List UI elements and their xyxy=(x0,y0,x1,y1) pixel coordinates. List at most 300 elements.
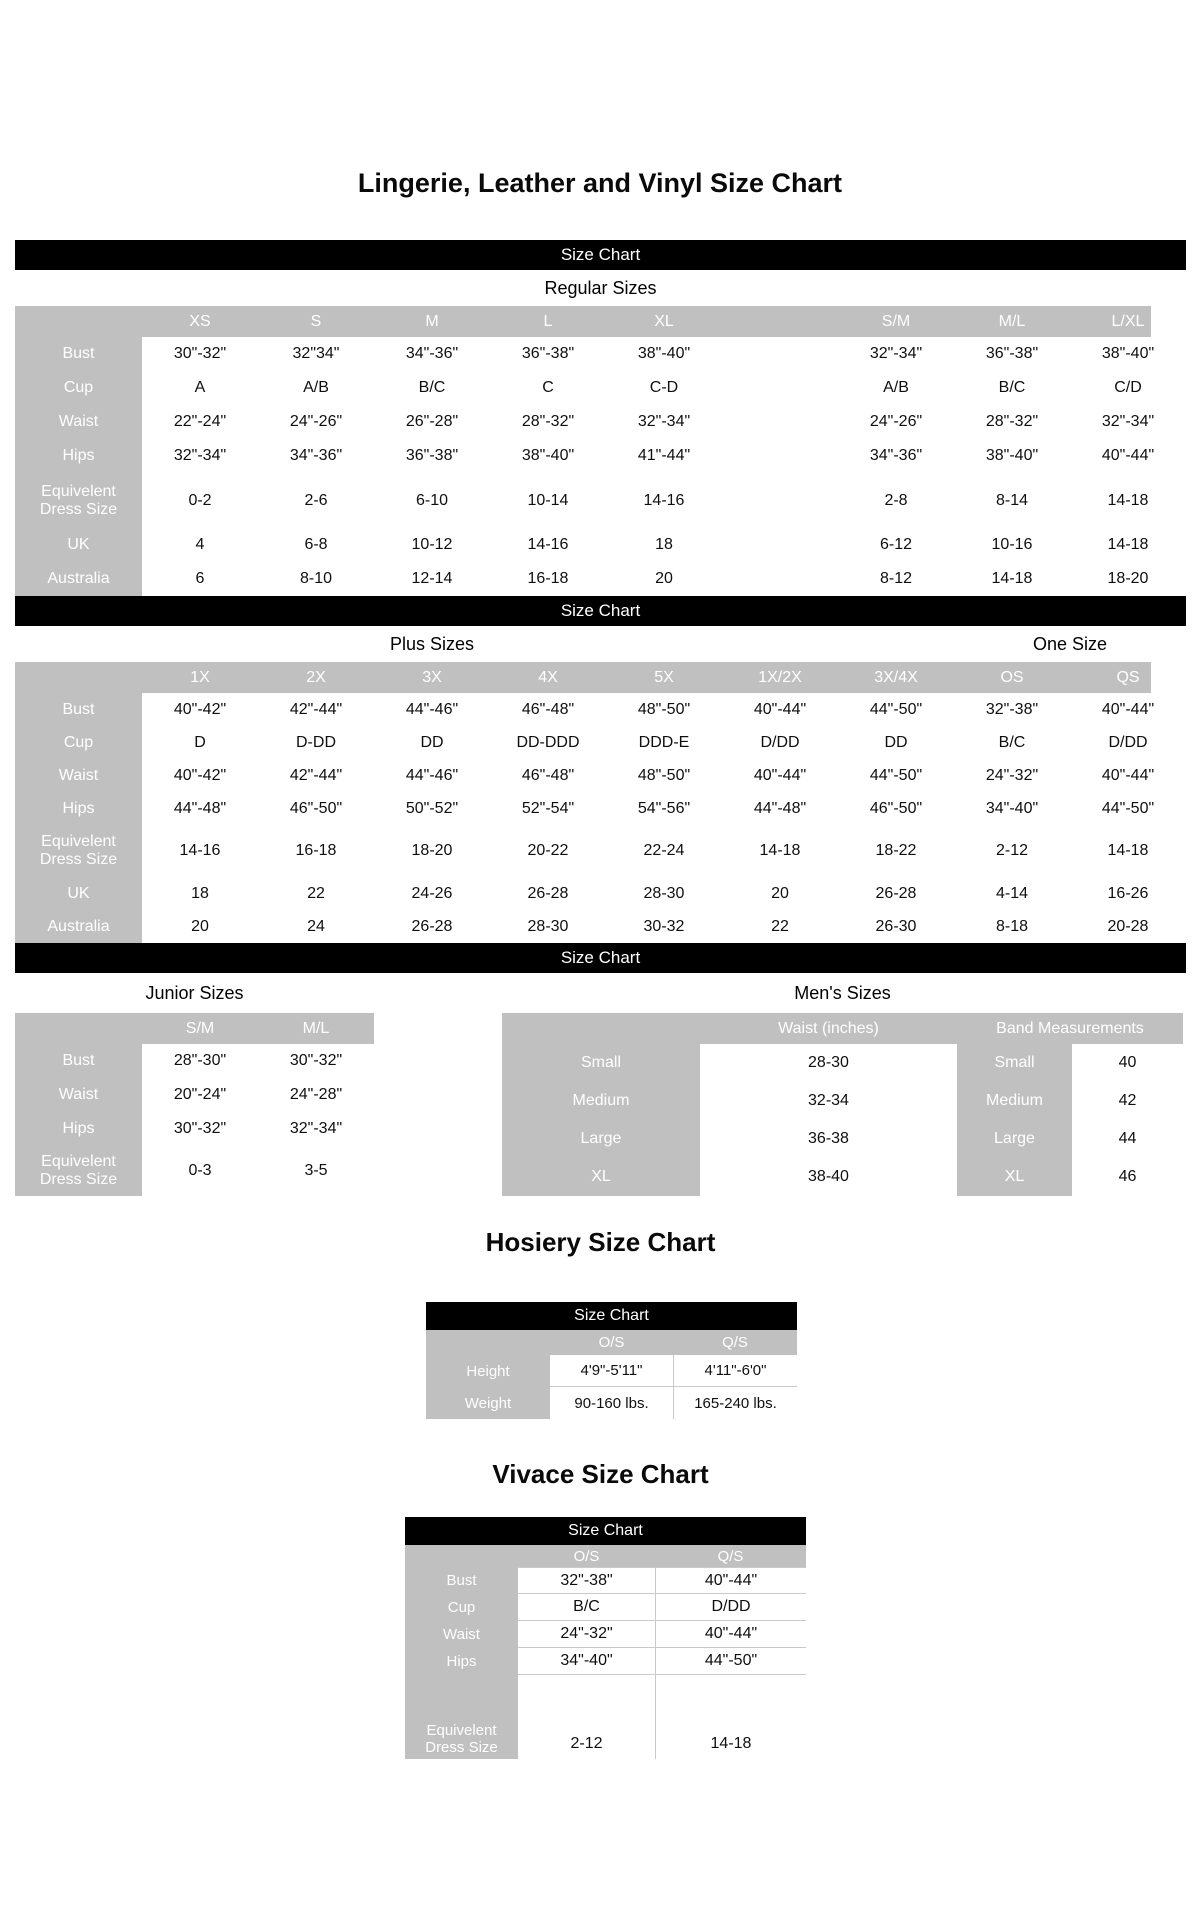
row-label-line: Hips xyxy=(62,1120,95,1137)
table-cell: 44"-46" xyxy=(405,700,459,718)
table-cell: 30"-32" xyxy=(173,345,227,362)
table-cell: 2-12 xyxy=(570,1735,603,1752)
table-cell: 38"-40" xyxy=(1101,345,1155,362)
table-cell: 24-26 xyxy=(411,884,453,902)
table-cell: 32"-34" xyxy=(869,345,923,362)
table-cell xyxy=(722,562,838,596)
table-row xyxy=(502,1082,1183,1120)
table-cell: 24"-32" xyxy=(518,1621,655,1648)
column-header: L/XL xyxy=(1111,312,1145,330)
row-label xyxy=(426,1355,550,1387)
table-cell: 50"-52" xyxy=(405,799,459,817)
table-cell: 20"-24" xyxy=(173,1086,227,1103)
row-label-line: Waist xyxy=(443,1626,480,1643)
size-chart-bar xyxy=(15,240,1186,270)
table-cell: 32"-38" xyxy=(985,700,1039,718)
table-row xyxy=(15,371,1186,405)
page-title: Lingerie, Leather and Vinyl Size Chart xyxy=(357,168,843,198)
row-label-line: Waist xyxy=(58,766,99,784)
table-cell: C-D xyxy=(649,379,679,396)
section-label-mens-sizes: Men's Sizes xyxy=(794,982,891,1003)
table-cell: 48"-50" xyxy=(637,766,691,784)
row-label-line: Waist xyxy=(58,413,99,430)
table-row xyxy=(405,1621,806,1648)
row-label-line: Cup xyxy=(63,379,94,396)
table-cell: B/C xyxy=(518,1594,655,1621)
table-header-row xyxy=(15,1013,374,1044)
row-label-line: UK xyxy=(67,884,90,902)
table-cell: 40"-42" xyxy=(173,766,227,784)
table-cell: DD-DDD xyxy=(516,733,580,751)
table-row xyxy=(405,1594,806,1621)
table-header-row xyxy=(15,662,1186,693)
table-cell: D/DD xyxy=(760,733,800,751)
table-row xyxy=(502,1044,1183,1082)
table-cell: 10-16 xyxy=(991,536,1033,553)
row-label xyxy=(15,825,142,877)
table-cell: 42 xyxy=(1118,1092,1137,1109)
column-header: Q/S xyxy=(717,1547,744,1565)
table-cell: 14-18 xyxy=(1107,842,1149,859)
table-cell: 18-22 xyxy=(875,842,917,859)
column-header: OS xyxy=(1000,668,1024,686)
column-header: QS xyxy=(1116,668,1140,686)
column-header: 2X xyxy=(306,668,326,686)
column-header: S xyxy=(310,312,322,330)
row-label-line: Hips xyxy=(62,447,95,464)
table-cell: 32"-38" xyxy=(518,1567,655,1594)
table-cell: 8-10 xyxy=(299,570,333,587)
row-label-line: Dress Size xyxy=(39,500,118,518)
table-cell: 6-8 xyxy=(304,536,328,553)
table-cell: 28"-30" xyxy=(173,1052,227,1069)
row-label xyxy=(15,1044,142,1078)
table-cell: 24 xyxy=(307,917,325,935)
row-label: Small xyxy=(957,1044,1072,1082)
table-cell: 24"-26" xyxy=(289,413,343,430)
table-cell: 34"-40" xyxy=(985,799,1039,817)
column-header: XS xyxy=(189,312,211,330)
table-cell: A/B xyxy=(883,379,909,396)
row-label-line: UK xyxy=(67,536,90,553)
junior-mens-tables-row xyxy=(15,1013,1186,1196)
table-cell: 44"-48" xyxy=(753,799,807,817)
row-label: Medium xyxy=(957,1082,1072,1120)
table-cell: C/D xyxy=(1114,379,1142,396)
table-cell: 20-22 xyxy=(527,842,569,859)
table-cell: 36-38 xyxy=(808,1130,849,1147)
table-cell: 42"-44" xyxy=(289,700,343,718)
table-cell: 22 xyxy=(307,884,325,902)
column-header: 3X/4X xyxy=(874,668,918,686)
vivace-title: Vivace Size Chart xyxy=(492,1459,709,1489)
table-cell: 40"-44" xyxy=(753,766,807,784)
table-cell xyxy=(655,1675,806,1703)
table-cell: 44"-50" xyxy=(869,766,923,784)
table-cell: 14-16 xyxy=(527,536,569,553)
table-row xyxy=(15,693,1186,726)
row-label xyxy=(15,877,142,910)
table-cell: 46"-48" xyxy=(521,700,575,718)
table-cell: 0-2 xyxy=(188,491,212,509)
section-label-junior-sizes: Junior Sizes xyxy=(145,982,244,1003)
column-header: M/L xyxy=(302,1019,330,1037)
row-label-line: Equivelent xyxy=(41,1153,116,1170)
table-header-row xyxy=(15,306,1186,337)
row-label-line: Australia xyxy=(47,570,110,587)
table-row xyxy=(405,1703,806,1759)
row-label xyxy=(15,337,142,371)
table-cell: 2-6 xyxy=(304,491,328,509)
table-cell: 44"-48" xyxy=(173,799,227,817)
column-header-band: Band Measurements xyxy=(996,1019,1144,1037)
row-label xyxy=(405,1567,518,1594)
table-cell: 22-24 xyxy=(643,842,685,859)
section-label-one-size: One Size xyxy=(1032,633,1108,654)
table-cell: 26-28 xyxy=(875,884,917,902)
table-cell: 54"-56" xyxy=(637,799,691,817)
table-row xyxy=(15,825,1186,877)
vivace-size-table xyxy=(405,1517,806,1759)
row-label: Medium xyxy=(502,1082,700,1120)
header-spacer xyxy=(426,1330,550,1355)
table-cell: 38-40 xyxy=(808,1168,849,1185)
table-row xyxy=(15,726,1186,759)
table-cell: 26-28 xyxy=(411,917,453,935)
table-cell: DD xyxy=(884,733,908,751)
row-label: Large xyxy=(502,1120,700,1158)
table-cell: 6 xyxy=(195,570,205,587)
table-row xyxy=(405,1648,806,1675)
table-cell: 44"-50" xyxy=(1101,799,1155,817)
table-row xyxy=(502,1120,1183,1158)
row-label xyxy=(15,473,142,528)
table-cell: 40"-44" xyxy=(1101,766,1155,784)
table-cell: 2-8 xyxy=(884,491,908,509)
table-cell: 8-18 xyxy=(995,917,1029,935)
table-row xyxy=(426,1387,797,1419)
table-cell: A/B xyxy=(303,379,329,396)
table-cell: 4-14 xyxy=(995,884,1029,902)
table-cell: C xyxy=(542,379,554,396)
row-label-line: Weight xyxy=(464,1394,512,1412)
row-label xyxy=(15,792,142,825)
table-cell xyxy=(722,337,838,371)
column-header: M/L xyxy=(998,312,1026,330)
table-header-row xyxy=(405,1545,806,1567)
row-label xyxy=(405,1648,518,1675)
table-row xyxy=(15,562,1186,596)
table-row xyxy=(405,1567,806,1594)
table-cell: 22 xyxy=(771,917,789,935)
column-header: Q/S xyxy=(722,1334,748,1351)
table-cell: D/DD xyxy=(655,1594,806,1621)
table-cell: 52"-54" xyxy=(521,799,575,817)
row-label xyxy=(15,528,142,562)
table-cell: 40"-44" xyxy=(1101,700,1155,718)
row-label-line: Dress Size xyxy=(39,851,118,868)
table-cell xyxy=(722,405,838,439)
row-label xyxy=(405,1675,518,1703)
table-cell: 18-20 xyxy=(1107,570,1149,587)
row-label-line: Cup xyxy=(63,733,94,751)
table-cell: 24"-28" xyxy=(289,1086,343,1103)
table-cell: 32"-34" xyxy=(173,447,227,464)
table-cell xyxy=(722,473,838,528)
table-cell: 14-18 xyxy=(1107,491,1149,509)
table-cell: 14-18 xyxy=(655,1703,806,1759)
table-cell xyxy=(722,371,838,405)
table-cell: 18 xyxy=(655,536,673,553)
row-label xyxy=(426,1387,550,1419)
table-row xyxy=(502,1158,1183,1196)
column-header: L xyxy=(543,312,553,330)
table-cell: 2-12 xyxy=(995,842,1029,859)
plus-sizes-table xyxy=(15,662,1186,943)
header-spacer xyxy=(15,662,142,693)
table-cell: 14-16 xyxy=(643,491,685,509)
row-label xyxy=(15,1146,142,1196)
table-cell: 20 xyxy=(655,570,673,587)
table-cell: 40"-44" xyxy=(753,700,807,718)
table-cell: 44"-50" xyxy=(869,700,923,718)
header-spacer xyxy=(405,1545,518,1567)
table-cell: 41"-44" xyxy=(637,447,691,464)
row-label-line: Dress Size xyxy=(425,1739,498,1756)
table-row xyxy=(15,1044,374,1078)
column-header: O/S xyxy=(573,1547,600,1565)
column-header xyxy=(722,306,838,337)
table-cell: 44"-50" xyxy=(655,1648,806,1675)
table-cell: 40"-44" xyxy=(1101,447,1155,464)
header-spacer xyxy=(15,1013,142,1044)
section-label-regular-sizes: Regular Sizes xyxy=(544,277,657,298)
column-header: S/M xyxy=(185,1019,215,1037)
table-cell xyxy=(722,439,838,473)
row-label-line: Hips xyxy=(446,1653,477,1670)
size-chart-bar-label: Size Chart xyxy=(574,1307,649,1324)
table-cell: D xyxy=(194,733,206,751)
row-label: Large xyxy=(957,1120,1072,1158)
table-cell: 46 xyxy=(1118,1168,1137,1185)
row-label-line: Bust xyxy=(446,1572,477,1589)
table-row xyxy=(15,528,1186,562)
column-header: O/S xyxy=(598,1334,625,1351)
table-cell: 30-32 xyxy=(643,917,685,935)
table-cell: 46"-48" xyxy=(521,766,575,784)
size-chart-bar xyxy=(426,1302,797,1330)
table-cell: 165-240 lbs. xyxy=(673,1387,797,1419)
size-chart-bar-label: Size Chart xyxy=(568,1522,643,1539)
table-cell: B/C xyxy=(998,733,1026,751)
row-label xyxy=(405,1594,518,1621)
table-cell: 26"-28" xyxy=(405,413,459,430)
table-cell: 18 xyxy=(191,884,209,902)
table-cell: 10-12 xyxy=(411,536,453,553)
row-label xyxy=(15,693,142,726)
table-cell: 24"-26" xyxy=(869,413,923,430)
table-cell: 24"-32" xyxy=(985,766,1039,784)
row-label-line: Bust xyxy=(62,345,95,362)
plus-one-size-label-row xyxy=(15,626,1186,662)
column-header: 1X xyxy=(190,668,210,686)
column-header-waist: Waist (inches) xyxy=(778,1019,879,1037)
table-cell: 16-18 xyxy=(295,842,337,859)
table-cell: 90-160 lbs. xyxy=(574,1394,649,1412)
size-chart-bar xyxy=(15,596,1186,626)
row-label xyxy=(405,1703,518,1759)
table-cell: 28-30 xyxy=(527,917,569,935)
row-label: XL xyxy=(502,1158,700,1196)
table-cell: 16-26 xyxy=(1107,884,1149,902)
table-cell: 38"-40" xyxy=(985,447,1039,464)
section-label-plus-sizes: Plus Sizes xyxy=(389,633,475,654)
row-label-line: Equivelent xyxy=(426,1722,497,1739)
row-label-line: Equivelent xyxy=(41,833,116,850)
table-cell: 34"-36" xyxy=(405,345,459,362)
table-cell: D-DD xyxy=(296,733,336,751)
table-cell: 34"-40" xyxy=(518,1648,655,1675)
table-row xyxy=(15,792,1186,825)
row-label xyxy=(15,439,142,473)
table-row xyxy=(15,1146,374,1196)
main-chart-area xyxy=(15,240,1186,1759)
table-cell: 38"-40" xyxy=(637,345,691,362)
table-cell: 16-18 xyxy=(527,570,569,587)
table-cell: 4'11"-6'0" xyxy=(673,1355,797,1387)
table-cell: 26-30 xyxy=(875,917,917,935)
table-cell: 20 xyxy=(191,917,209,935)
table-cell xyxy=(722,528,838,562)
row-label xyxy=(15,726,142,759)
table-cell: 32"-34" xyxy=(289,1120,343,1137)
table-cell: 22"-24" xyxy=(173,413,227,430)
row-label-line: Height xyxy=(466,1362,510,1380)
table-cell: 18-20 xyxy=(411,842,453,859)
table-cell: 14-18 xyxy=(759,842,801,859)
table-cell: 36"-38" xyxy=(985,345,1039,362)
column-header: S/M xyxy=(881,312,911,330)
row-label xyxy=(405,1621,518,1648)
table-cell: 32"-34" xyxy=(1101,413,1155,430)
table-cell: A xyxy=(194,379,206,396)
row-label xyxy=(15,371,142,405)
table-row xyxy=(15,1078,374,1112)
column-header: 5X xyxy=(654,668,674,686)
regular-sizes-table xyxy=(15,306,1186,596)
row-label-line: Cup xyxy=(447,1599,476,1616)
table-row xyxy=(15,405,1186,439)
size-chart-bar-label: Size Chart xyxy=(560,245,641,264)
table-cell: 40"-42" xyxy=(173,700,227,718)
table-cell: B/C xyxy=(418,379,446,396)
row-label-line: Dress Size xyxy=(39,1171,118,1188)
table-row xyxy=(15,877,1186,910)
size-chart-bar xyxy=(405,1517,806,1545)
table-row xyxy=(15,337,1186,371)
table-cell: B/C xyxy=(998,379,1026,396)
table-cell: 34"-36" xyxy=(289,447,343,464)
header-spacer xyxy=(502,1013,700,1044)
row-label-line: Hips xyxy=(62,799,95,817)
row-label-line: Bust xyxy=(62,1052,95,1069)
column-header: M xyxy=(425,312,439,330)
table-cell: 38"-40" xyxy=(521,447,575,464)
table-row xyxy=(405,1675,806,1703)
column-header: 3X xyxy=(422,668,442,686)
row-label xyxy=(15,759,142,792)
column-header: 1X/2X xyxy=(758,668,802,686)
table-cell: 26-28 xyxy=(527,884,569,902)
header-spacer xyxy=(15,306,142,337)
table-cell: 4'9"-5'11" xyxy=(550,1355,673,1387)
table-cell: 42"-44" xyxy=(289,766,343,784)
table-cell: 32"34" xyxy=(292,345,340,362)
table-row xyxy=(15,759,1186,792)
column-header: XL xyxy=(654,312,674,330)
junior-sizes-table xyxy=(15,1013,374,1196)
table-cell: 10-14 xyxy=(527,491,569,509)
table-cell: 20-28 xyxy=(1107,917,1149,935)
size-chart-bar-label: Size Chart xyxy=(560,948,641,967)
table-cell: 28-30 xyxy=(808,1054,849,1071)
hosiery-title: Hosiery Size Chart xyxy=(485,1227,716,1257)
table-row xyxy=(15,473,1186,528)
table-cell: 44"-46" xyxy=(405,766,459,784)
table-cell: 36"-38" xyxy=(405,447,459,464)
row-label-line: Equivelent xyxy=(41,482,116,500)
table-cell: 40"-44" xyxy=(655,1621,806,1648)
table-header-row xyxy=(502,1013,1183,1044)
table-header-row xyxy=(426,1330,797,1355)
table-cell xyxy=(518,1675,655,1703)
table-cell: 3-5 xyxy=(304,1162,328,1179)
size-chart-bar xyxy=(15,943,1186,973)
table-cell: 30"-32" xyxy=(173,1120,227,1137)
row-label-line: Waist xyxy=(58,1086,99,1103)
table-cell: 34"-36" xyxy=(869,447,923,464)
table-cell: DD xyxy=(420,733,444,751)
table-cell: 14-18 xyxy=(1107,536,1149,553)
row-label xyxy=(15,1112,142,1146)
row-label xyxy=(15,910,142,943)
table-cell: 44 xyxy=(1118,1130,1137,1147)
table-cell: 28-30 xyxy=(643,884,685,902)
mens-sizes-table xyxy=(502,1013,1183,1196)
table-cell: 4 xyxy=(195,536,205,553)
table-row xyxy=(15,439,1186,473)
table-row xyxy=(426,1355,797,1387)
table-cell: DDD-E xyxy=(638,733,690,751)
table-cell: 46"-50" xyxy=(289,799,343,817)
table-cell: 8-14 xyxy=(995,491,1029,509)
row-label: Small xyxy=(502,1044,700,1082)
table-cell: 36"-38" xyxy=(521,345,575,362)
table-cell: 30"-32" xyxy=(289,1052,343,1069)
hosiery-size-table xyxy=(426,1302,797,1419)
table-cell: 8-12 xyxy=(879,570,913,587)
table-cell: 6-10 xyxy=(415,491,449,509)
junior-mens-label-row xyxy=(15,973,1186,1013)
table-row xyxy=(15,1112,374,1146)
table-cell: 32-34 xyxy=(808,1092,849,1109)
table-cell: 28"-32" xyxy=(521,413,575,430)
size-chart-bar-label: Size Chart xyxy=(560,601,641,620)
table-cell: 40 xyxy=(1118,1054,1137,1071)
table-cell: 12-14 xyxy=(411,570,453,587)
row-label: XL xyxy=(957,1158,1072,1196)
row-label xyxy=(15,562,142,596)
